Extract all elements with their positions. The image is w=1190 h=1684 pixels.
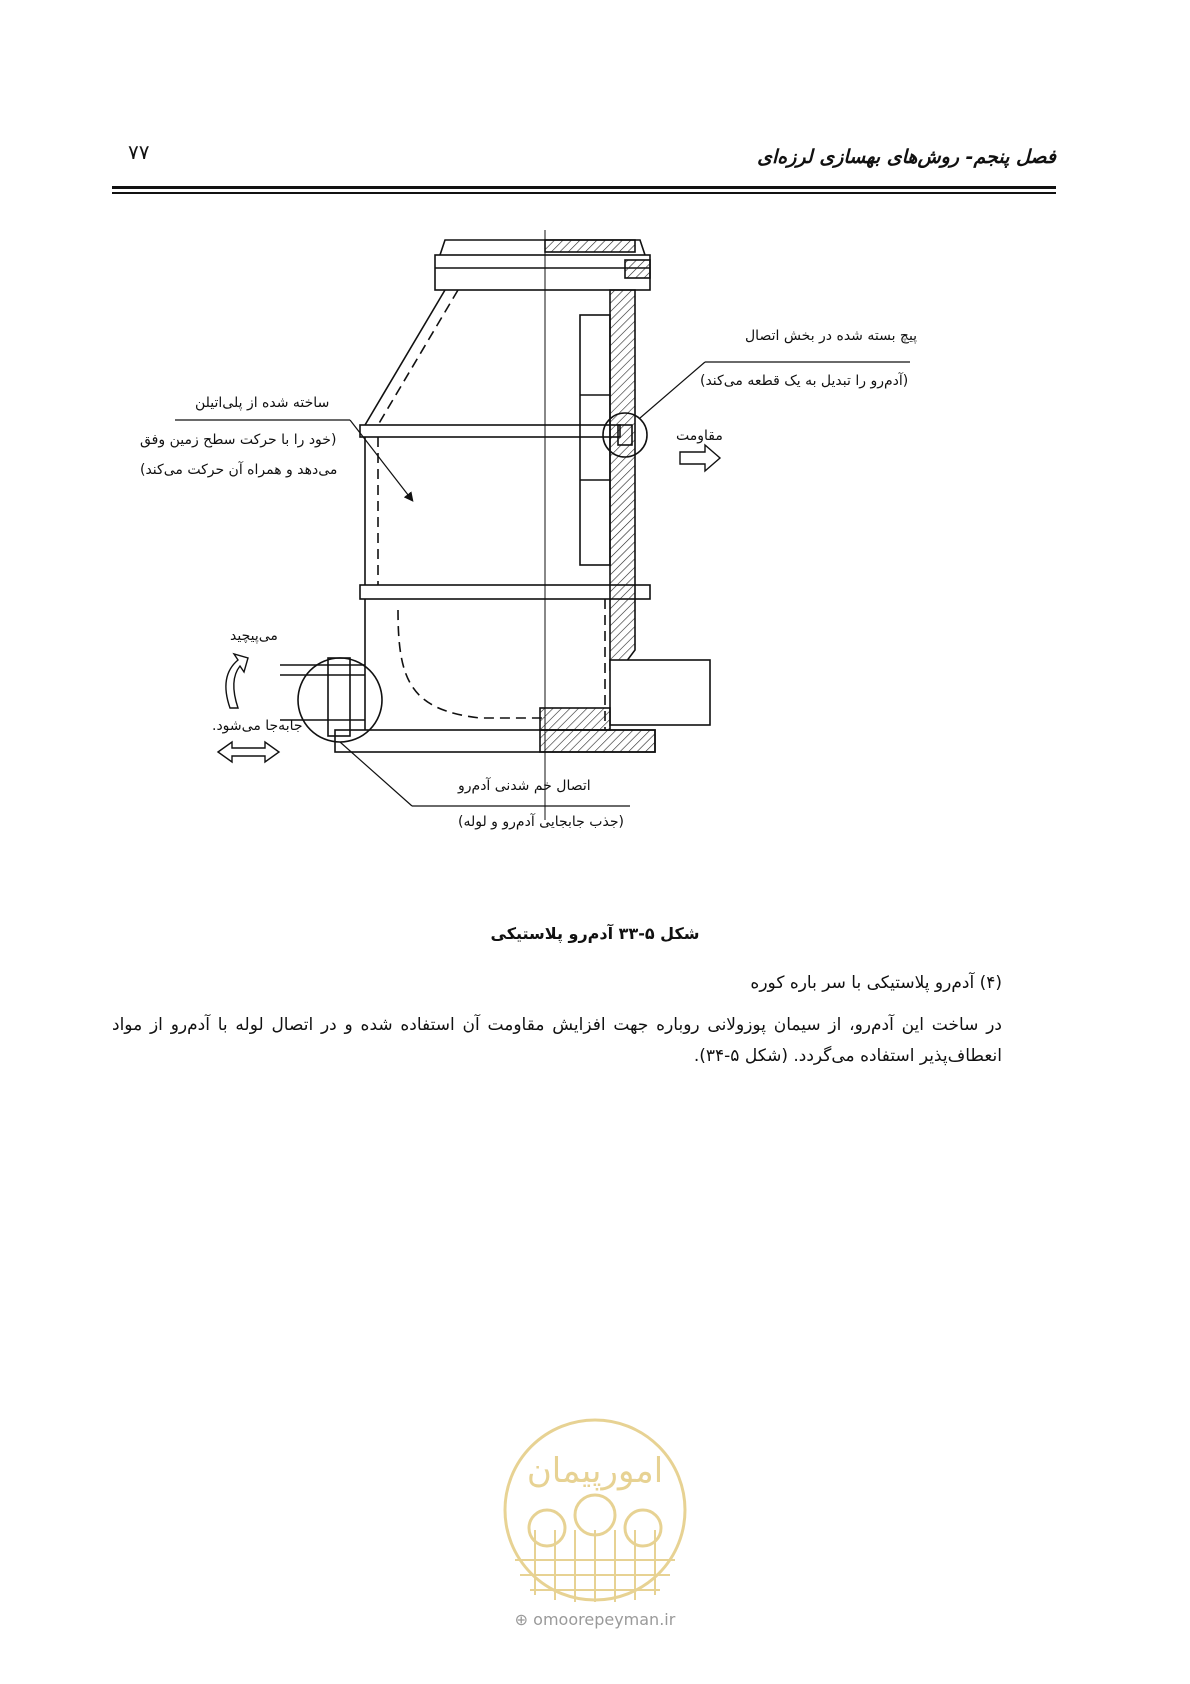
label-bolt-note: (آدم‌رو را تبدیل به یک قطعه می‌کند) xyxy=(700,373,909,389)
watermark-site xyxy=(475,1610,715,1629)
label-material-note1: (خود را با حرکت سطح زمین وفق xyxy=(140,432,337,448)
page-number: ۷۷ xyxy=(128,140,150,164)
globe-icon: ⊕ xyxy=(514,1610,529,1629)
manhole-figure xyxy=(140,230,1040,880)
watermark-logo xyxy=(475,1410,715,1610)
pipe-outlet xyxy=(610,660,710,725)
header-rule-thick xyxy=(112,186,1056,189)
right-wall xyxy=(610,290,635,670)
resistance-arrow xyxy=(680,445,720,471)
watermark-site-text: omoorepeyman.ir xyxy=(533,1610,676,1629)
section-heading: (۴) آدم‌رو پلاستیکی با سر باره کوره xyxy=(750,973,1002,993)
ring-band-upper xyxy=(360,425,620,437)
label-material: ساخته شده از پلی‌اتیلن xyxy=(195,395,330,411)
label-resistance: مقاومت xyxy=(676,428,723,444)
twist-arrow xyxy=(226,654,248,708)
figure-caption: شکل ۵-۳۳ آدم‌رو پلاستیکی xyxy=(490,924,700,943)
label-material-note2: می‌دهد و همراه آن حرکت می‌کند) xyxy=(140,462,338,478)
label-bolt: پیچ بسته شده در بخش اتصال xyxy=(745,328,918,344)
ring-band-lower xyxy=(360,585,650,599)
label-twists: می‌پیچید xyxy=(230,628,278,644)
label-joint: اتصال خم شدنی آدم‌رو xyxy=(458,778,591,794)
label-moves: جابه‌جا می‌شود. xyxy=(212,718,303,734)
header-rule-thin xyxy=(112,192,1056,194)
label-joint-note: (جذب جابجایی آدم‌رو و لوله) xyxy=(458,814,624,830)
move-double-arrow xyxy=(218,742,279,762)
watermark xyxy=(475,1410,715,1650)
chapter-title: فصل پنجم- روش‌های بهسازی لرزه‌ای xyxy=(757,146,1056,168)
top-cap xyxy=(435,255,650,290)
body-paragraph: در ساخت این آدم‌رو، از سیمان پوزولانی روباره جهت افزایش مقاومت آن استفاده شده و در اتصال لوله با آدم‌رو از مواد انعطاف‌پذیر استفاده می‌گردد. (شکل ۵-۳۴). xyxy=(112,1015,1002,1067)
watermark-logo-text: امورپیمان xyxy=(526,1451,664,1491)
